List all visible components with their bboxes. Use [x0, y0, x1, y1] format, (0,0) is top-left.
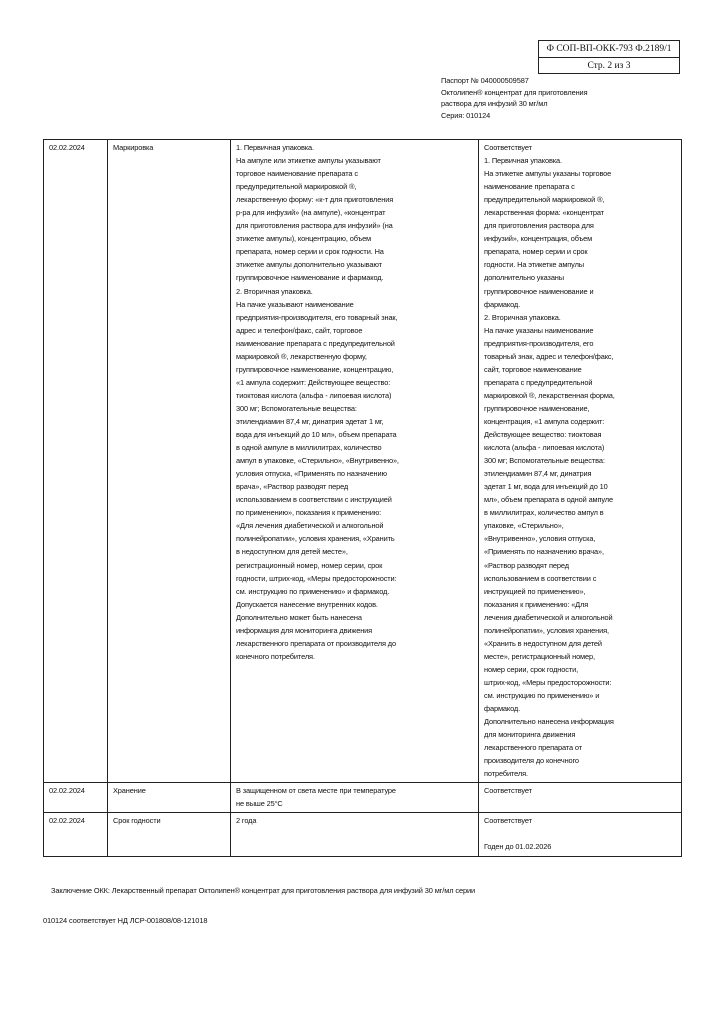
table-row: [44, 813, 682, 856]
page-number: Стр. 2 из 3: [587, 61, 631, 71]
row-indicator: Хранение: [108, 783, 231, 813]
conclusion-line2: 010124 соответствует НД ЛСР-001808/08-121018: [43, 916, 208, 925]
row-result: Соответствует: [479, 783, 682, 813]
table-row: [44, 140, 682, 783]
okk-conclusion: [43, 868, 643, 943]
form-code-box: [538, 40, 680, 74]
row-requirement: 2 года: [231, 813, 479, 856]
passport-number: Паспорт № 040000509587: [441, 76, 529, 85]
passport-header: [441, 75, 641, 121]
row-date: 02.02.2024: [44, 140, 108, 783]
row-date: 02.02.2024: [44, 813, 108, 856]
series-number: Серия: 010124: [441, 110, 491, 120]
row-date: 02.02.2024: [44, 783, 108, 813]
test-results-table: [43, 139, 682, 857]
conclusion-line1: Заключение ОКК: Лекарственный препарат Октолипен® концентрат для приготовления раствора для инфузий 30 мг/мл серии: [51, 886, 476, 895]
row-indicator: Срок годности: [108, 813, 231, 856]
product-name-line1: Октолипен® концентрат для приготовления: [441, 87, 588, 97]
table-row: [44, 783, 682, 813]
row-result: Соответствует Годен до 01.02.2026: [479, 813, 682, 856]
row-requirement: 1. Первичная упаковка. На ампуле или этикетке ампулы указывают торговое наименование препарата с предупредительной маркировкой ®, лекарственную форму: «к-т для приготовления р-ра для инфузий» (на ампуле), «концентрат для приготовления раствора для инфузий» (на этикетке ампулы), концентрацию, объем препарата, номер серии и срок годности. На этикетке ампулы дополнительно указывают группировочное наименование и фармакод. 2. Вторичная упаковка. На пачке указывают наименование предприятия-производителя, его товарный знак, адрес и телефон/факс, сайт, торговое наименование препарата с предупредительной маркировкой ®, лекарственную форму, группировочное наименование, концентрацию, «1 ампула содержит: Действующее вещество: тиоктовая кислота (альфа - липоевая кислота) 300 мг; Вспомогательные вещества: этилендиамин 87,4 мг, динатрия эдетат 1 мг, вода для инъекций до 10 мл», объем препарата в одной ампуле в миллилитрах, количество ампул в упаковке, «Стерильно», «Внутривенно», условия отпуска, «Применять по назначению врача», «Раствор разводят перед использованием в соответствии с инструкцией по применению», показания к применению: «Для лечения диабетической и алкогольной полинейропатии», условия хранения, «Хранить в недоступном для детей месте», регистрационный номер, номер серии, срок годности, штрих-код, «Меры предосторожности: см. инструкцию по применению» и фармакод. Допускается нанесение внутренних кодов. Дополнительно может быть нанесена информация для мониторинга движения лекарственного препарата от производителя до конечного потребителя.: [231, 140, 479, 783]
form-code: Ф СОП-ВП-ОКК-793 Ф.2189/1: [539, 41, 679, 58]
row-requirement: В защищенном от света месте при температуре не выше 25°С: [231, 783, 479, 813]
row-result: Соответствует 1. Первичная упаковка. На этикетке ампулы указаны торговое наименование препарата с предупредительной маркировкой ®, лекарственная форма: «концентрат для приготовления раствора для инфузий», концентрация, объем препарата, номер серии и срок годности. На этикетке ампулы дополнительно указаны группировочное наименование и фармакод. 2. Вторичная упаковка. На пачке указаны наименование предприятия-производителя, его товарный знак, адрес и телефон/факс, сайт, торговое наименование препарата с предупредительной маркировкой ®, лекарственная форма, группировочное наименование, концентрация, «1 ампула содержит: Действующее вещество: тиоктовая кислота (альфа - липоевая кислота) 300 мг; Вспомогательные вещества: этилендиамин 87,4 мг, динатрия эдетат 1 мг, вода для инъекций до 10 мл», объем препарата в одной ампуле в миллилитрах, количество ампул в упаковке, «Стерильно», «Внутривенно», условия отпуска, «Применять по назначению врача», «Раствор разводят перед использованием в соответствии с инструкцией по применению», показания к применению: «Для лечения диабетической и алкогольной полинейропатии», условия хранения, «Хранить в недоступном для детей месте», регистрационный номер, номер серии, срок годности, штрих-код, «Меры предосторожности: см. инструкцию по применению» и фармакод. Дополнительно нанесена информация для мониторинга движения лекарственного препарата от производителя до конечного потребителя.: [479, 140, 682, 783]
row-indicator: Маркировка: [108, 140, 231, 783]
product-name-line2: раствора для инфузий 30 мг/мл: [441, 99, 548, 109]
